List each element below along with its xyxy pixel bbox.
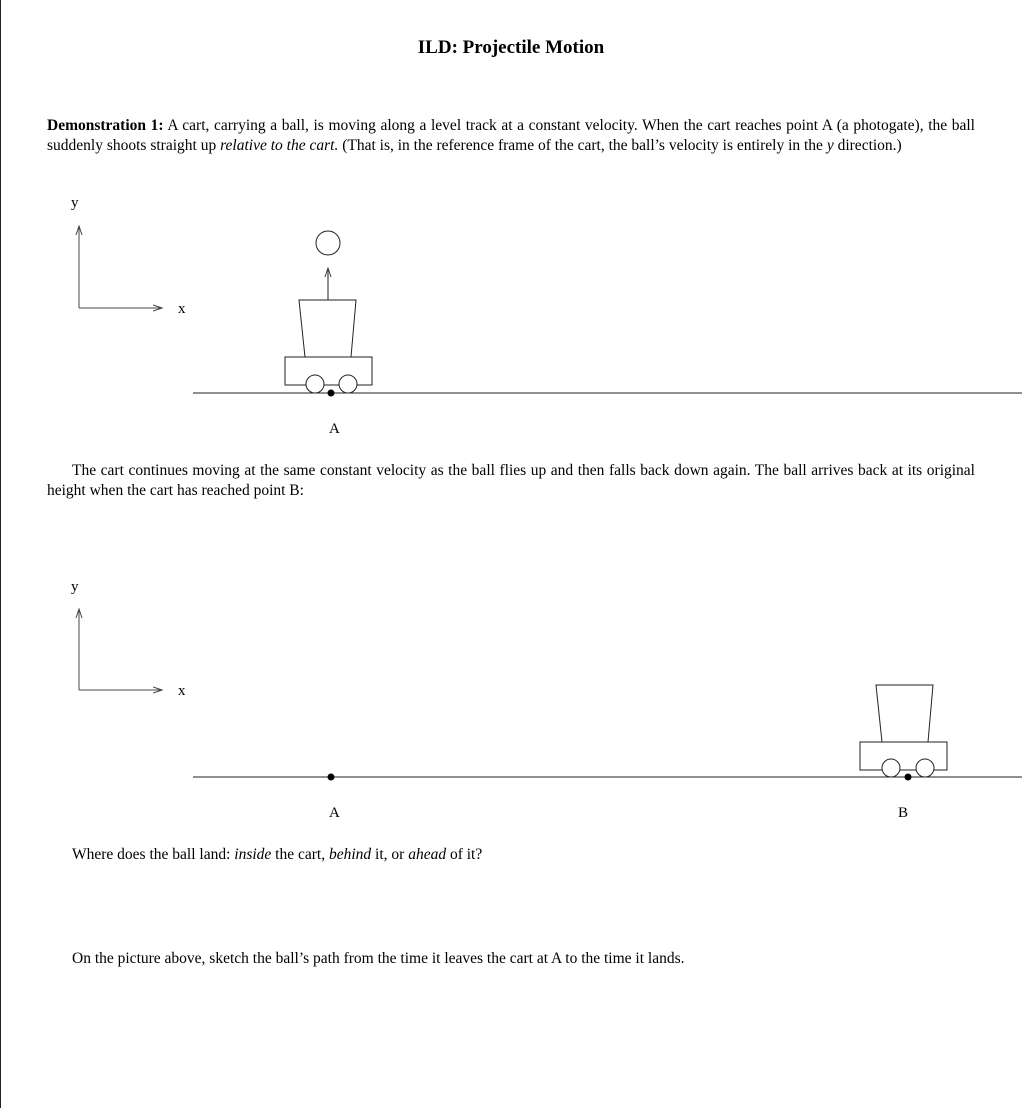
question-option-inside: inside bbox=[234, 846, 272, 863]
fig2-axis-y-label: y bbox=[71, 579, 79, 595]
point-a-dot bbox=[328, 774, 335, 781]
cart-b-bucket bbox=[876, 685, 933, 742]
demonstration-italic-y: y bbox=[826, 137, 834, 154]
question-mid-2: it, or bbox=[375, 846, 405, 863]
question-option-behind: behind bbox=[328, 846, 372, 863]
fig2-axis-x-label: x bbox=[178, 683, 186, 699]
cart-b-wheel-right bbox=[916, 759, 934, 777]
instruction-line: On the picture above, sketch the ball’s path from the time it leaves the cart at A to the time it lands. bbox=[72, 950, 685, 967]
fig1-axis-y-label: y bbox=[71, 195, 79, 211]
demonstration-heading: Demonstration 1: bbox=[47, 117, 164, 134]
fig1-point-a-label: A bbox=[329, 421, 340, 437]
point-b-marker bbox=[905, 774, 912, 781]
cart-at-b bbox=[860, 685, 947, 781]
demonstration-text-c: direction.) bbox=[837, 137, 902, 154]
question-option-ahead: ahead bbox=[408, 846, 447, 863]
question-line bbox=[72, 846, 482, 864]
demonstration-text-b: (That is, in the reference frame of the cart, the ball’s velocity is entirely in the bbox=[342, 137, 823, 154]
demonstration-text-a: A cart, carrying a ball, is moving along a level track at a constant velocity. When the cart reaches point A (a photogate), the ball suddenly shoots straight up bbox=[47, 117, 975, 154]
axes-2 bbox=[79, 609, 162, 690]
page-title: ILD: Projectile Motion bbox=[417, 37, 605, 58]
fig1-axis-x-label: x bbox=[178, 301, 186, 317]
question-prefix: Where does the ball land: bbox=[72, 846, 231, 863]
fig2-point-a-label: A bbox=[329, 805, 340, 821]
question-mid-1: the cart, bbox=[275, 846, 326, 863]
fig2-point-b-label: B bbox=[898, 805, 909, 821]
question-suffix: of it? bbox=[449, 846, 483, 863]
continuation-paragraph: The cart continues moving at the same constant velocity as the ball flies up and then falls back down again. The ball arrives back at its original height when the cart has reached point B: bbox=[47, 462, 975, 499]
cart-b-wheel-left bbox=[882, 759, 900, 777]
demonstration-italic-relative: relative to the cart. bbox=[220, 137, 339, 154]
